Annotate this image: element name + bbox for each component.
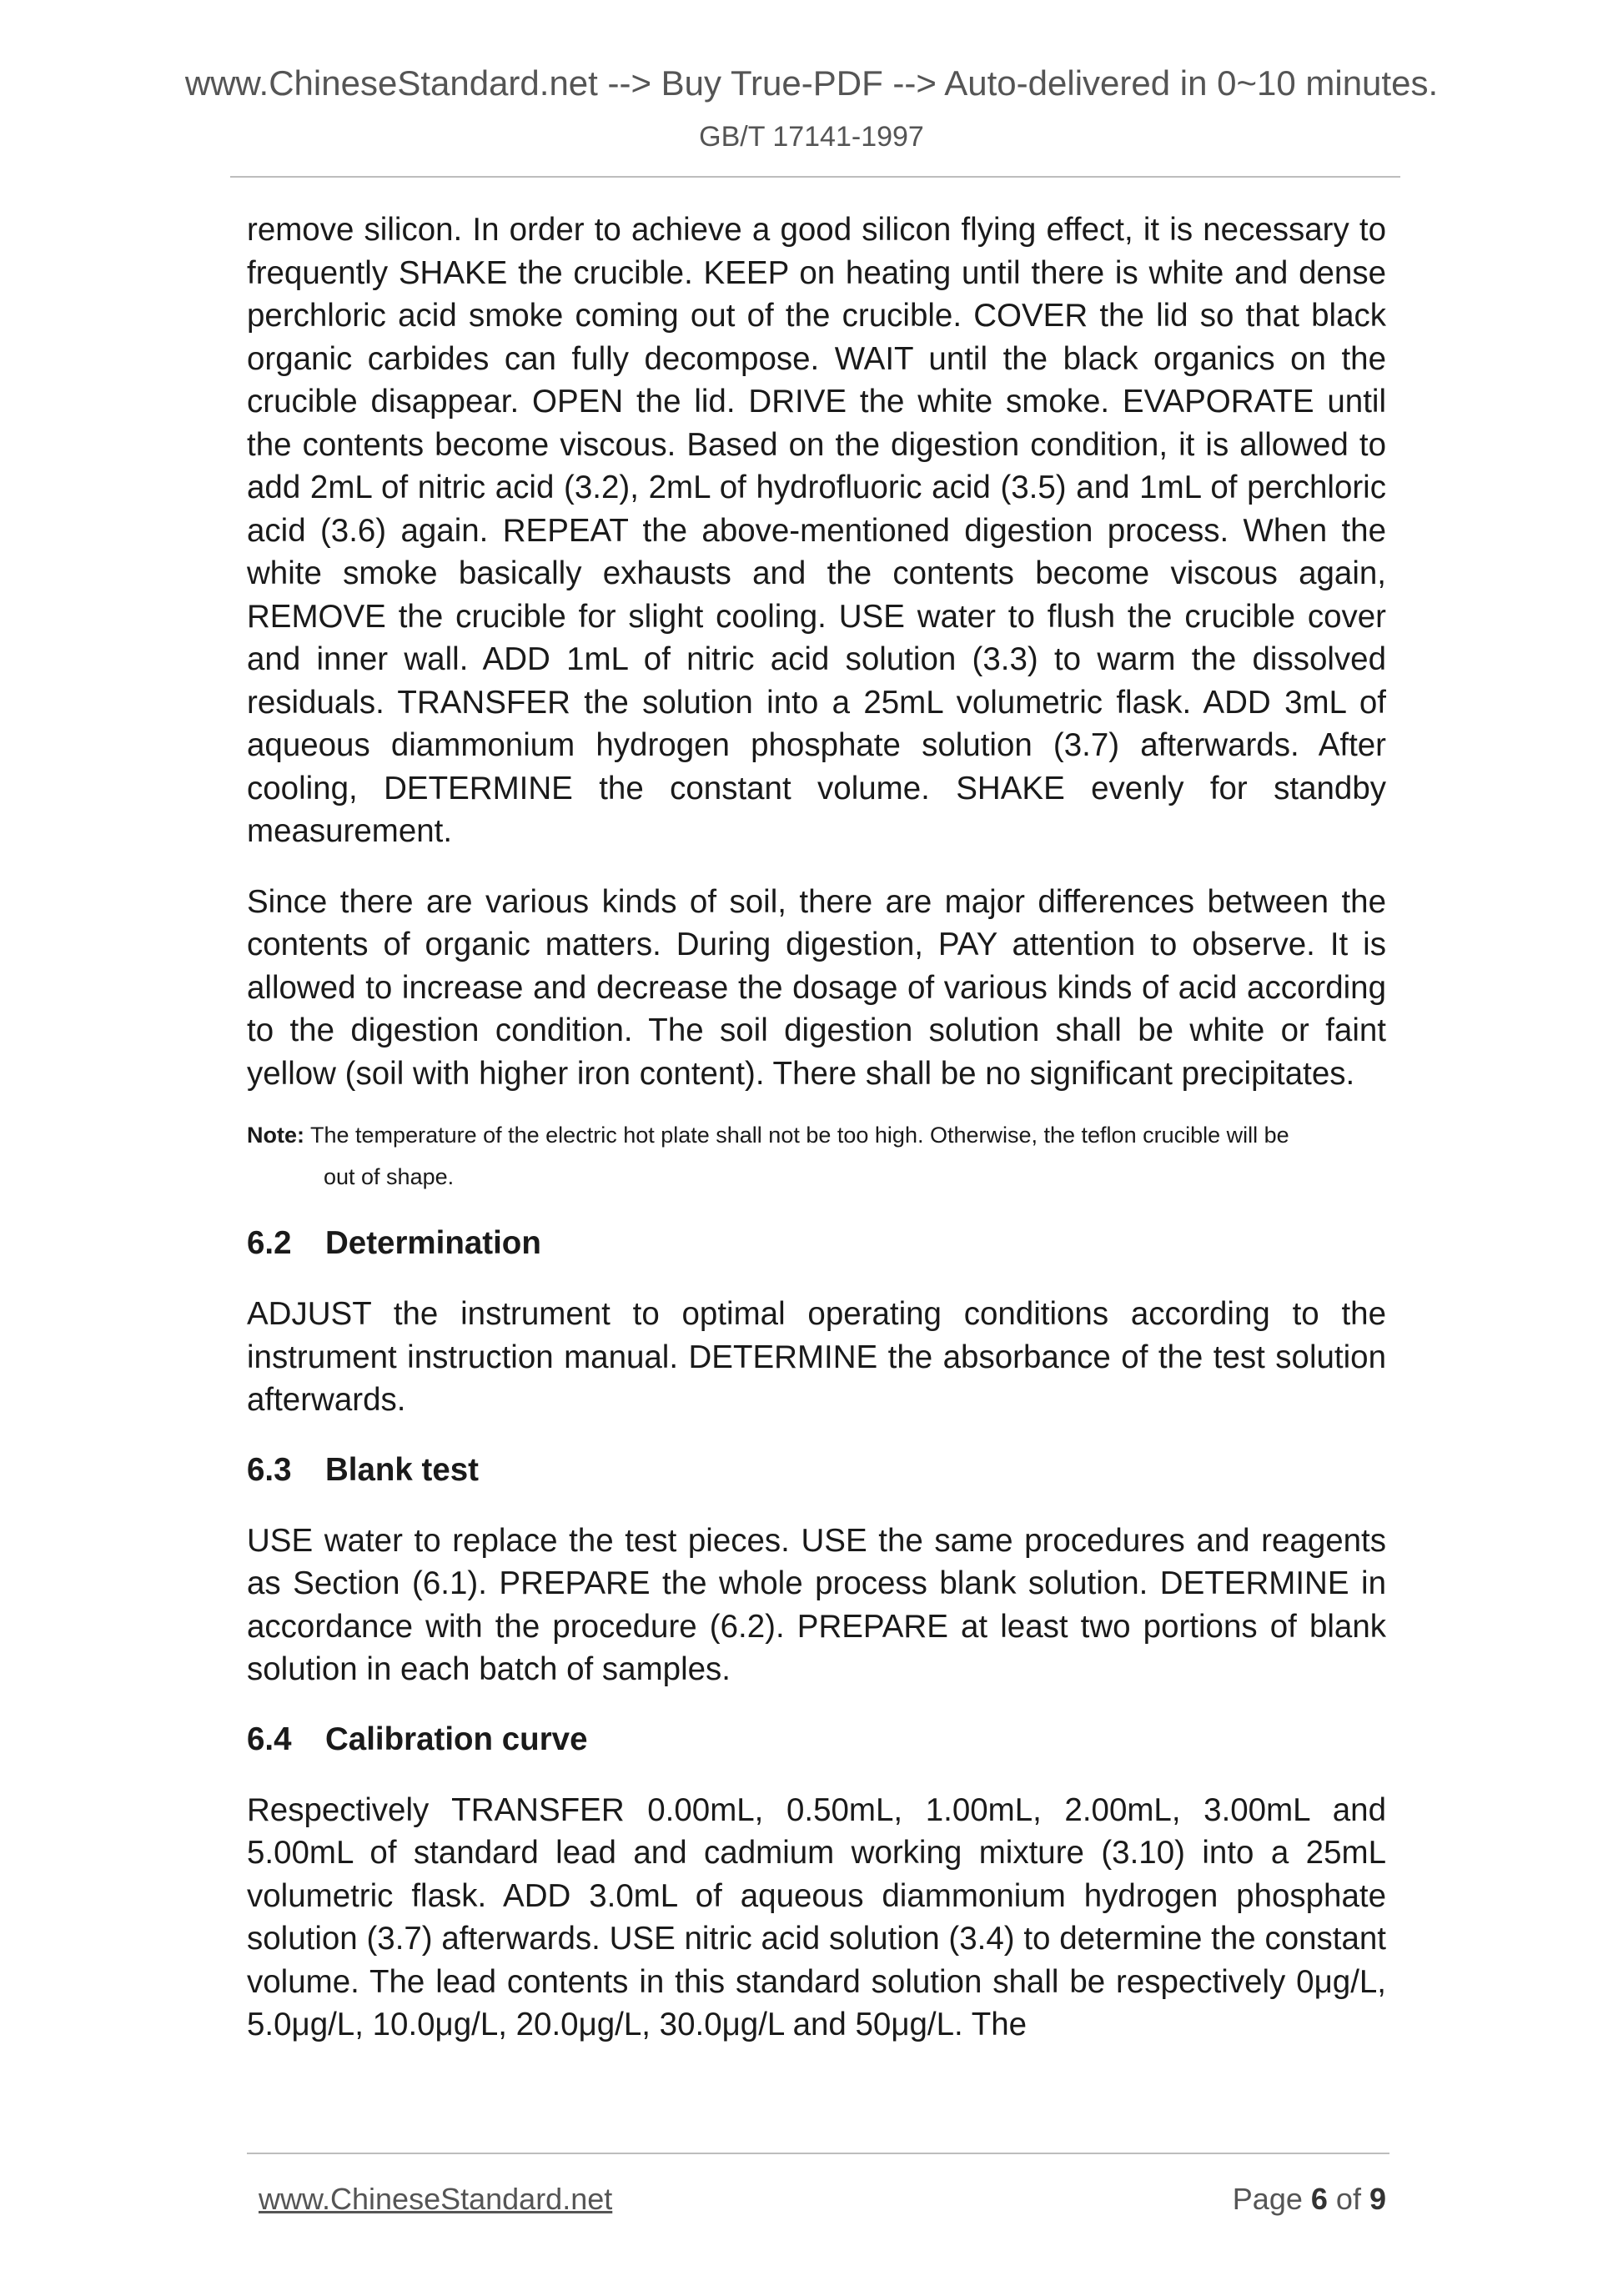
note-label: Note: [247,1123,304,1148]
standard-id: GB/T 17141-1997 [699,121,924,153]
section-heading-6-4 [247,1719,1386,1761]
note-text-continued: out of shape. [324,1164,455,1189]
page-of: of [1335,2182,1361,2216]
note [247,1114,1386,1198]
paragraph-soil: Since there are various kinds of soil, there are major differences between the contents of organic matters. During digestion, PAY attention to observe. It is allowed to increase and decrease the dosage of various kinds of acid according to the digestion condition. The soil digestion solution shall be white or faint yellow (soil with higher iron content). There shall be no significant precipitates. [247,883,1386,1092]
section-text-6-3: USE water to replace the test pieces. USE the same procedures and reagents as Section (6.1). PREPARE the whole process blank solution. DETERMINE in accordance with the procedure (6.2). PREPARE at least two portions of blank solution in each batch of samples. [247,1522,1386,1687]
section-text-6-2: ADJUST the instrument to optimal operating conditions according to the instrument instruction manual. DETERMINE the absorbance of the test solution afterwards. [247,1296,1386,1418]
note-text: The temperature of the electric hot plate shall not be too high. Otherwise, the teflon crucible will be [310,1123,1289,1148]
page-indicator [1233,2182,1386,2217]
section-text-6-4: Respectively TRANSFER 0.00mL, 0.50mL, 1.00mL, 2.00mL, 3.00mL and 5.00mL of standard lead and cadmium working mixture (3.10) into a 25mL volumetric flask. ADD 3.0mL of aqueous diammonium hydrogen phosphate solution (3.7) afterwards. USE nitric acid solution (3.4) to determine the constant volume. The lead contents in this standard solution shall be respectively 0μg/L, 5.0μg/L, 10.0μg/L, 20.0μg/L, 30.0μg/L and 50μg/L. The [247,1791,1386,2042]
footer-divider [247,2153,1389,2154]
page-word: Page [1232,2182,1303,2216]
section-heading-6-3 [247,1449,1386,1491]
section-number: 6.2 [247,1225,292,1261]
section-number: 6.4 [247,1721,292,1757]
document-body [247,208,1386,2074]
section-heading-6-2 [247,1223,1386,1264]
page-current: 6 [1310,2182,1328,2216]
section-title: Determination [325,1225,541,1261]
header-divider [230,176,1400,178]
page-total: 9 [1369,2182,1386,2216]
paragraph-continued: remove silicon. In order to achieve a good silicon flying effect, it is necessary to frequently SHAKE the crucible. KEEP on heating until there is white and dense perchloric acid smoke coming out of the crucible. COVER the lid so that black organic carbides can fully decompose. WAIT until the black organics on the crucible disappear. OPEN the lid. DRIVE the white smoke. EVAPORATE until the contents become viscous. Based on the digestion condition, it is allowed to add 2mL of nitric acid (3.2), 2mL of hydrofluoric acid (3.5) and 1mL of perchloric acid (3.6) again. REPEAT the above-mentioned digestion process. When the white smoke basically exhausts and the contents become viscous again, REMOVE the crucible for slight cooling. USE water to flush the crucible cover and inner wall. ADD 1mL of nitric acid solution (3.3) to warm the dissolved residuals. TRANSFER the solution into a 25mL volumetric flask. ADD 3mL of aqueous diammonium hydrogen phosphate solution (3.7) afterwards. After cooling, DETERMINE the constant volume. SHAKE evenly for standby measurement. [247,212,1386,849]
section-title: Blank test [325,1451,480,1488]
section-number: 6.3 [247,1451,292,1488]
footer-website-link[interactable]: www.ChineseStandard.net [259,2182,613,2216]
section-title: Calibration curve [325,1721,588,1757]
header-banner: www.ChineseStandard.net --> Buy True-PDF --> Auto-delivered in 0~10 minutes. [184,63,1439,103]
